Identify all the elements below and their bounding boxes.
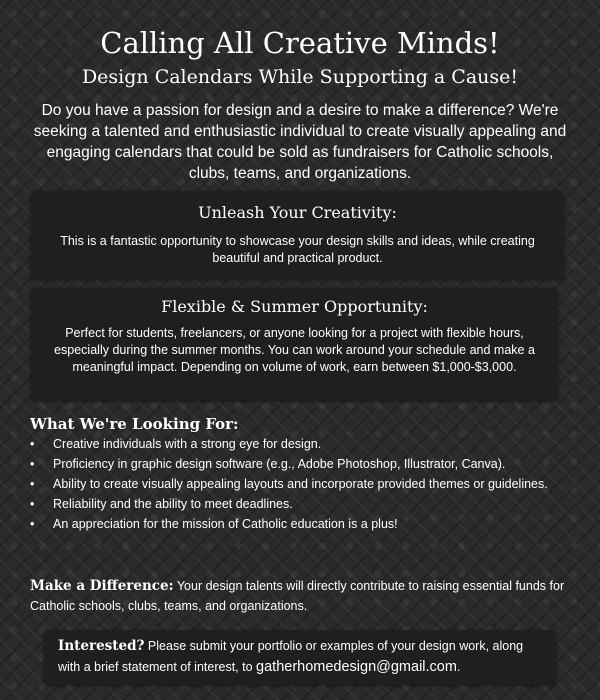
interested-box bbox=[44, 630, 556, 685]
email-link[interactable]: gatherhomedesign@gmail.com bbox=[256, 659, 457, 675]
list-item: • An appreciation for the mission of Catholic education is a plus! bbox=[30, 514, 575, 534]
interested-paragraph bbox=[58, 636, 544, 678]
make-a-difference-lead: Make a Difference: bbox=[30, 578, 174, 594]
interested-end: . bbox=[456, 660, 461, 674]
interested-lead: Interested? bbox=[58, 638, 145, 654]
creativity-card bbox=[31, 191, 564, 279]
intro-paragraph: Do you have a passion for design and a desire to make a difference? We're seeking a talented and enthusiastic individual to create visually appealing and engaging calendars that could be sold as fundraisers for Catholic schools, clubs, teams, and organizations. bbox=[33, 102, 567, 182]
looking-for-heading: What We're Looking For: bbox=[30, 415, 239, 433]
flexible-text: Perfect for students, freelancers, or anyone looking for a project with flexible hours, especially during the summer months. You can work around your schedule and make a meaningful impact. Depending on volume of work, earn between $1,000-$3,000. bbox=[54, 326, 535, 374]
flexible-card bbox=[31, 288, 558, 400]
creativity-text: This is a fantastic opportunity to showcase your design skills and ideas, while creating beautiful and practical product. bbox=[60, 234, 535, 265]
list-item: • Proficiency in graphic design software (e.g., Adobe Photoshop, Illustrator, Canva). bbox=[30, 454, 575, 474]
make-a-difference-paragraph bbox=[30, 576, 570, 616]
list-item: • Ability to create visually appealing layouts and incorporate provided themes or guidelines. bbox=[30, 474, 575, 494]
looking-for-list bbox=[30, 434, 575, 534]
page-title: Calling All Creative Minds! bbox=[100, 26, 500, 60]
list-item: • Reliability and the ability to meet deadlines. bbox=[30, 494, 575, 514]
make-a-difference-text: Your design talents will directly contribute to raising essential funds for Catholic schools, clubs, teams, and organizations. bbox=[30, 579, 565, 613]
list-item: • Creative individuals with a strong eye for design. bbox=[30, 434, 575, 454]
flexible-heading: Flexible & Summer Opportunity: bbox=[161, 297, 428, 316]
creativity-heading: Unleash Your Creativity: bbox=[198, 203, 397, 222]
page-subtitle: Design Calendars While Supporting a Cause! bbox=[81, 66, 519, 88]
interested-text: Please submit your portfolio or examples of your design work, along with a brief statement of interest, to bbox=[58, 639, 524, 674]
